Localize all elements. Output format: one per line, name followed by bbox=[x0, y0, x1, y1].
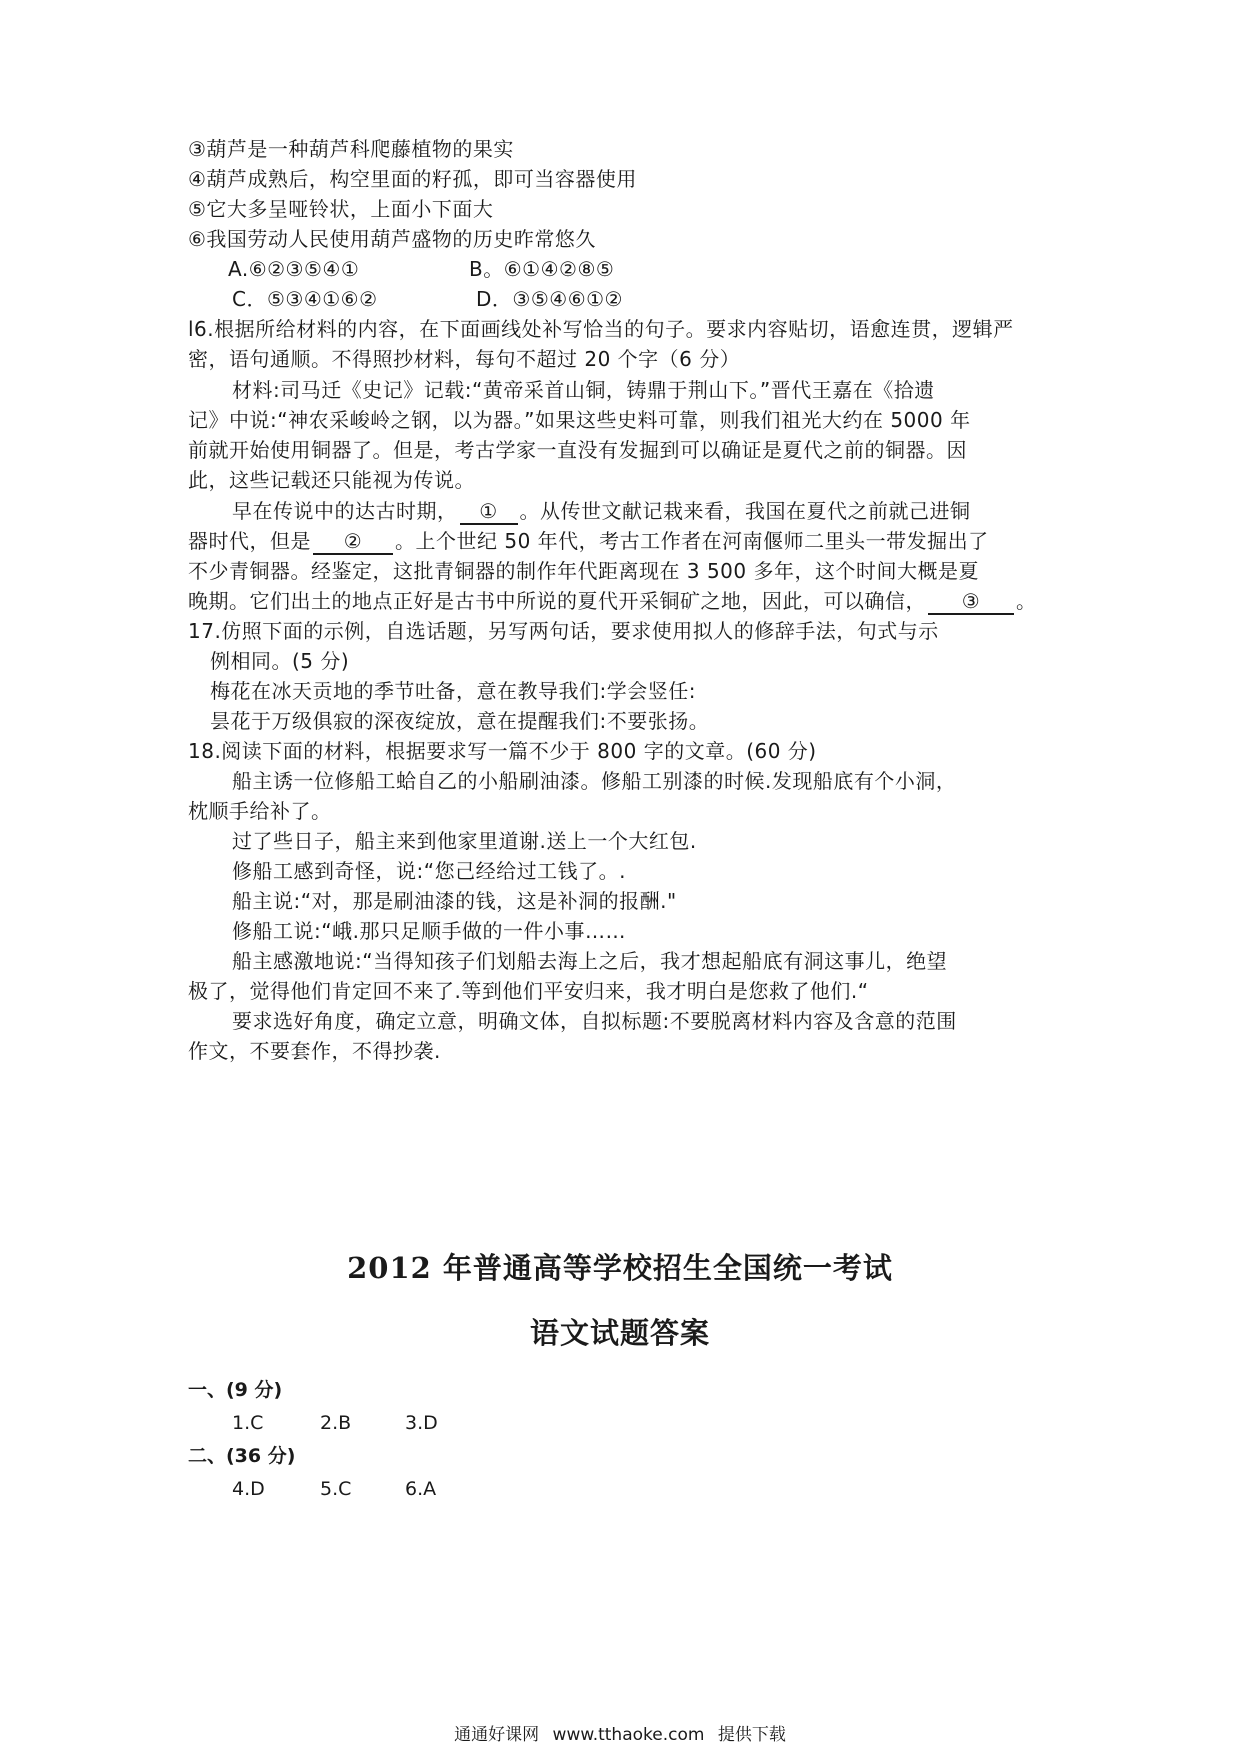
q16-passage-line-3: 不少青铜器。经鉴定，这批青铜器的制作年代距离现在 3 500 多年，这个时间大概是夏 bbox=[188, 559, 979, 583]
answer-title: 2012 年普通高等学校招生全国统一考试 bbox=[347, 1251, 893, 1285]
page-footer bbox=[0, 1723, 1240, 1747]
q18-prompt: 18.阅读下面的材料，根据要求写一篇不少于 800 字的文章。(60 分) bbox=[188, 739, 817, 763]
answer-5: 5.C bbox=[320, 1478, 352, 1500]
q15-item-5: ⑤它大多呈哑铃状，上面小下面大 bbox=[188, 197, 494, 221]
passage-text: 晚期。它们出土的地点正好是古书中所说的夏代开采铜矿之地，因此，可以确信， bbox=[188, 589, 926, 613]
blank-3: ③ bbox=[928, 589, 1014, 615]
q16-passage-line-2 bbox=[188, 527, 989, 555]
q16-prompt-line-1: l6.根据所给材料的内容，在下面画线处补写恰当的句子。要求内容贴切，语愈连贯，逻辑严 bbox=[188, 317, 1014, 341]
footer-note: 提供下载 bbox=[717, 1725, 786, 1745]
passage-text: 器时代，但是 bbox=[188, 529, 311, 553]
passage-text: 。 bbox=[1016, 589, 1037, 613]
q18-story-line-5: 船主说:“对，那是刷油漆的钱，这是补洞的报酬." bbox=[232, 889, 677, 913]
q16-passage-line-4 bbox=[188, 587, 1037, 615]
blank-1: ① bbox=[460, 499, 518, 525]
passage-text: 。上个世纪 50 年代，考古工作者在河南偃师二里头一带发掘出了 bbox=[395, 529, 989, 553]
answer-3: 3.D bbox=[405, 1412, 438, 1434]
q16-material-line-2: 记》中说:“神农采峻岭之钢，以为器。”如果这些史料可靠，则我们祖光大约在 5000 年 bbox=[188, 408, 971, 432]
q18-story-line-2: 枕顺手给补了。 bbox=[188, 799, 332, 823]
q18-story-line-3: 过了些日子，船主来到他家里道谢.送上一个大红包. bbox=[232, 829, 697, 853]
passage-text: 。从传世文献记栽来看，我国在夏代之前就己进铜 bbox=[519, 499, 971, 523]
q16-material-line-1: 材料:司马迁《史记》记载:“黄帝采首山铜，铸鼎于荆山下。”晋代王嘉在《拾遗 bbox=[232, 378, 935, 402]
footer-site-name: 通通好课网 bbox=[454, 1725, 540, 1745]
q15-item-6: ⑥我国劳动人民使用葫芦盛物的历史昨常悠久 bbox=[188, 227, 596, 251]
q18-requirement-line-1: 要求选好角度，确定立意，明确文体，自拟标题:不要脱离材料内容及含意的范围 bbox=[232, 1009, 957, 1033]
q15-option-d: D．③⑤④⑥①② bbox=[476, 287, 623, 311]
q18-story-line-6: 修船工说:“峨.那只足顺手做的一件小事…… bbox=[232, 919, 626, 943]
answer-subtitle: 语文试题答案 bbox=[529, 1316, 710, 1350]
answer-6: 6.A bbox=[405, 1478, 437, 1500]
answer-1: 1.C bbox=[232, 1412, 264, 1434]
q15-item-3: ③葫芦是一种葫芦科爬藤植物的果实 bbox=[188, 137, 514, 161]
q16-passage-line-1 bbox=[232, 497, 971, 525]
q16-material-line-4: 此，这些记载还只能视为传说。 bbox=[188, 468, 475, 492]
q16-prompt-line-2: 密，语句通顺。不得照抄材料，每句不超过 20 个字（6 分） bbox=[188, 347, 741, 371]
q18-story-line-8: 极了，觉得他们肯定回不来了.等到他们平安归来，我才明白是您救了他们.“ bbox=[188, 979, 869, 1003]
q15-option-b: B。⑥①④②⑧⑤ bbox=[469, 257, 615, 281]
q15-item-4: ④葫芦成熟后，构空里面的籽孤，即可当容器使用 bbox=[188, 167, 637, 191]
q17-example-1: 梅花在冰天贡地的季节吐备，意在教导我们:学会竖任: bbox=[210, 679, 696, 703]
q17-prompt-line-1: 17.仿照下面的示例，自选话题，另写两句话，要求使用拟人的修辞手法，句式与示 bbox=[188, 619, 939, 643]
passage-text: 早在传说中的达古时期， bbox=[232, 499, 458, 523]
answer-4: 4.D bbox=[232, 1478, 265, 1500]
answer-2: 2.B bbox=[320, 1412, 352, 1434]
q16-material-line-3: 前就开始使用铜器了。但是，考古学家一直没有发掘到可以确证是夏代之前的铜器。因 bbox=[188, 438, 967, 462]
answer-section-1-heading: 一、(9 分) bbox=[188, 1379, 283, 1401]
q15-option-a: A.⑥②③⑤④① bbox=[228, 257, 360, 281]
footer-url-link[interactable]: www.tthaoke.com bbox=[552, 1725, 705, 1745]
q18-requirement-line-2: 作文，不要套作，不得抄袭. bbox=[188, 1039, 441, 1063]
q15-option-c: C．⑤③④①⑥② bbox=[232, 287, 378, 311]
blank-2: ② bbox=[313, 529, 393, 555]
q18-story-line-4: 修船工感到奇怪，说:“您己经给过工钱了。. bbox=[232, 859, 626, 883]
q18-story-line-1: 船主诱一位修船工蛤自乙的小船刷油漆。修船工别漆的时候.发现船底有个小洞， bbox=[232, 769, 957, 793]
q17-prompt-line-2: 例相同。(5 分) bbox=[210, 649, 350, 673]
q17-example-2: 昙花于万级俱寂的深夜绽放，意在提醒我们:不要张扬。 bbox=[210, 709, 710, 733]
q18-story-line-7: 船主感激地说:“当得知孩子们划船去海上之后，我才想起船底有洞这事儿，绝望 bbox=[232, 949, 948, 973]
answer-section-2-heading: 二、(36 分) bbox=[188, 1445, 296, 1467]
